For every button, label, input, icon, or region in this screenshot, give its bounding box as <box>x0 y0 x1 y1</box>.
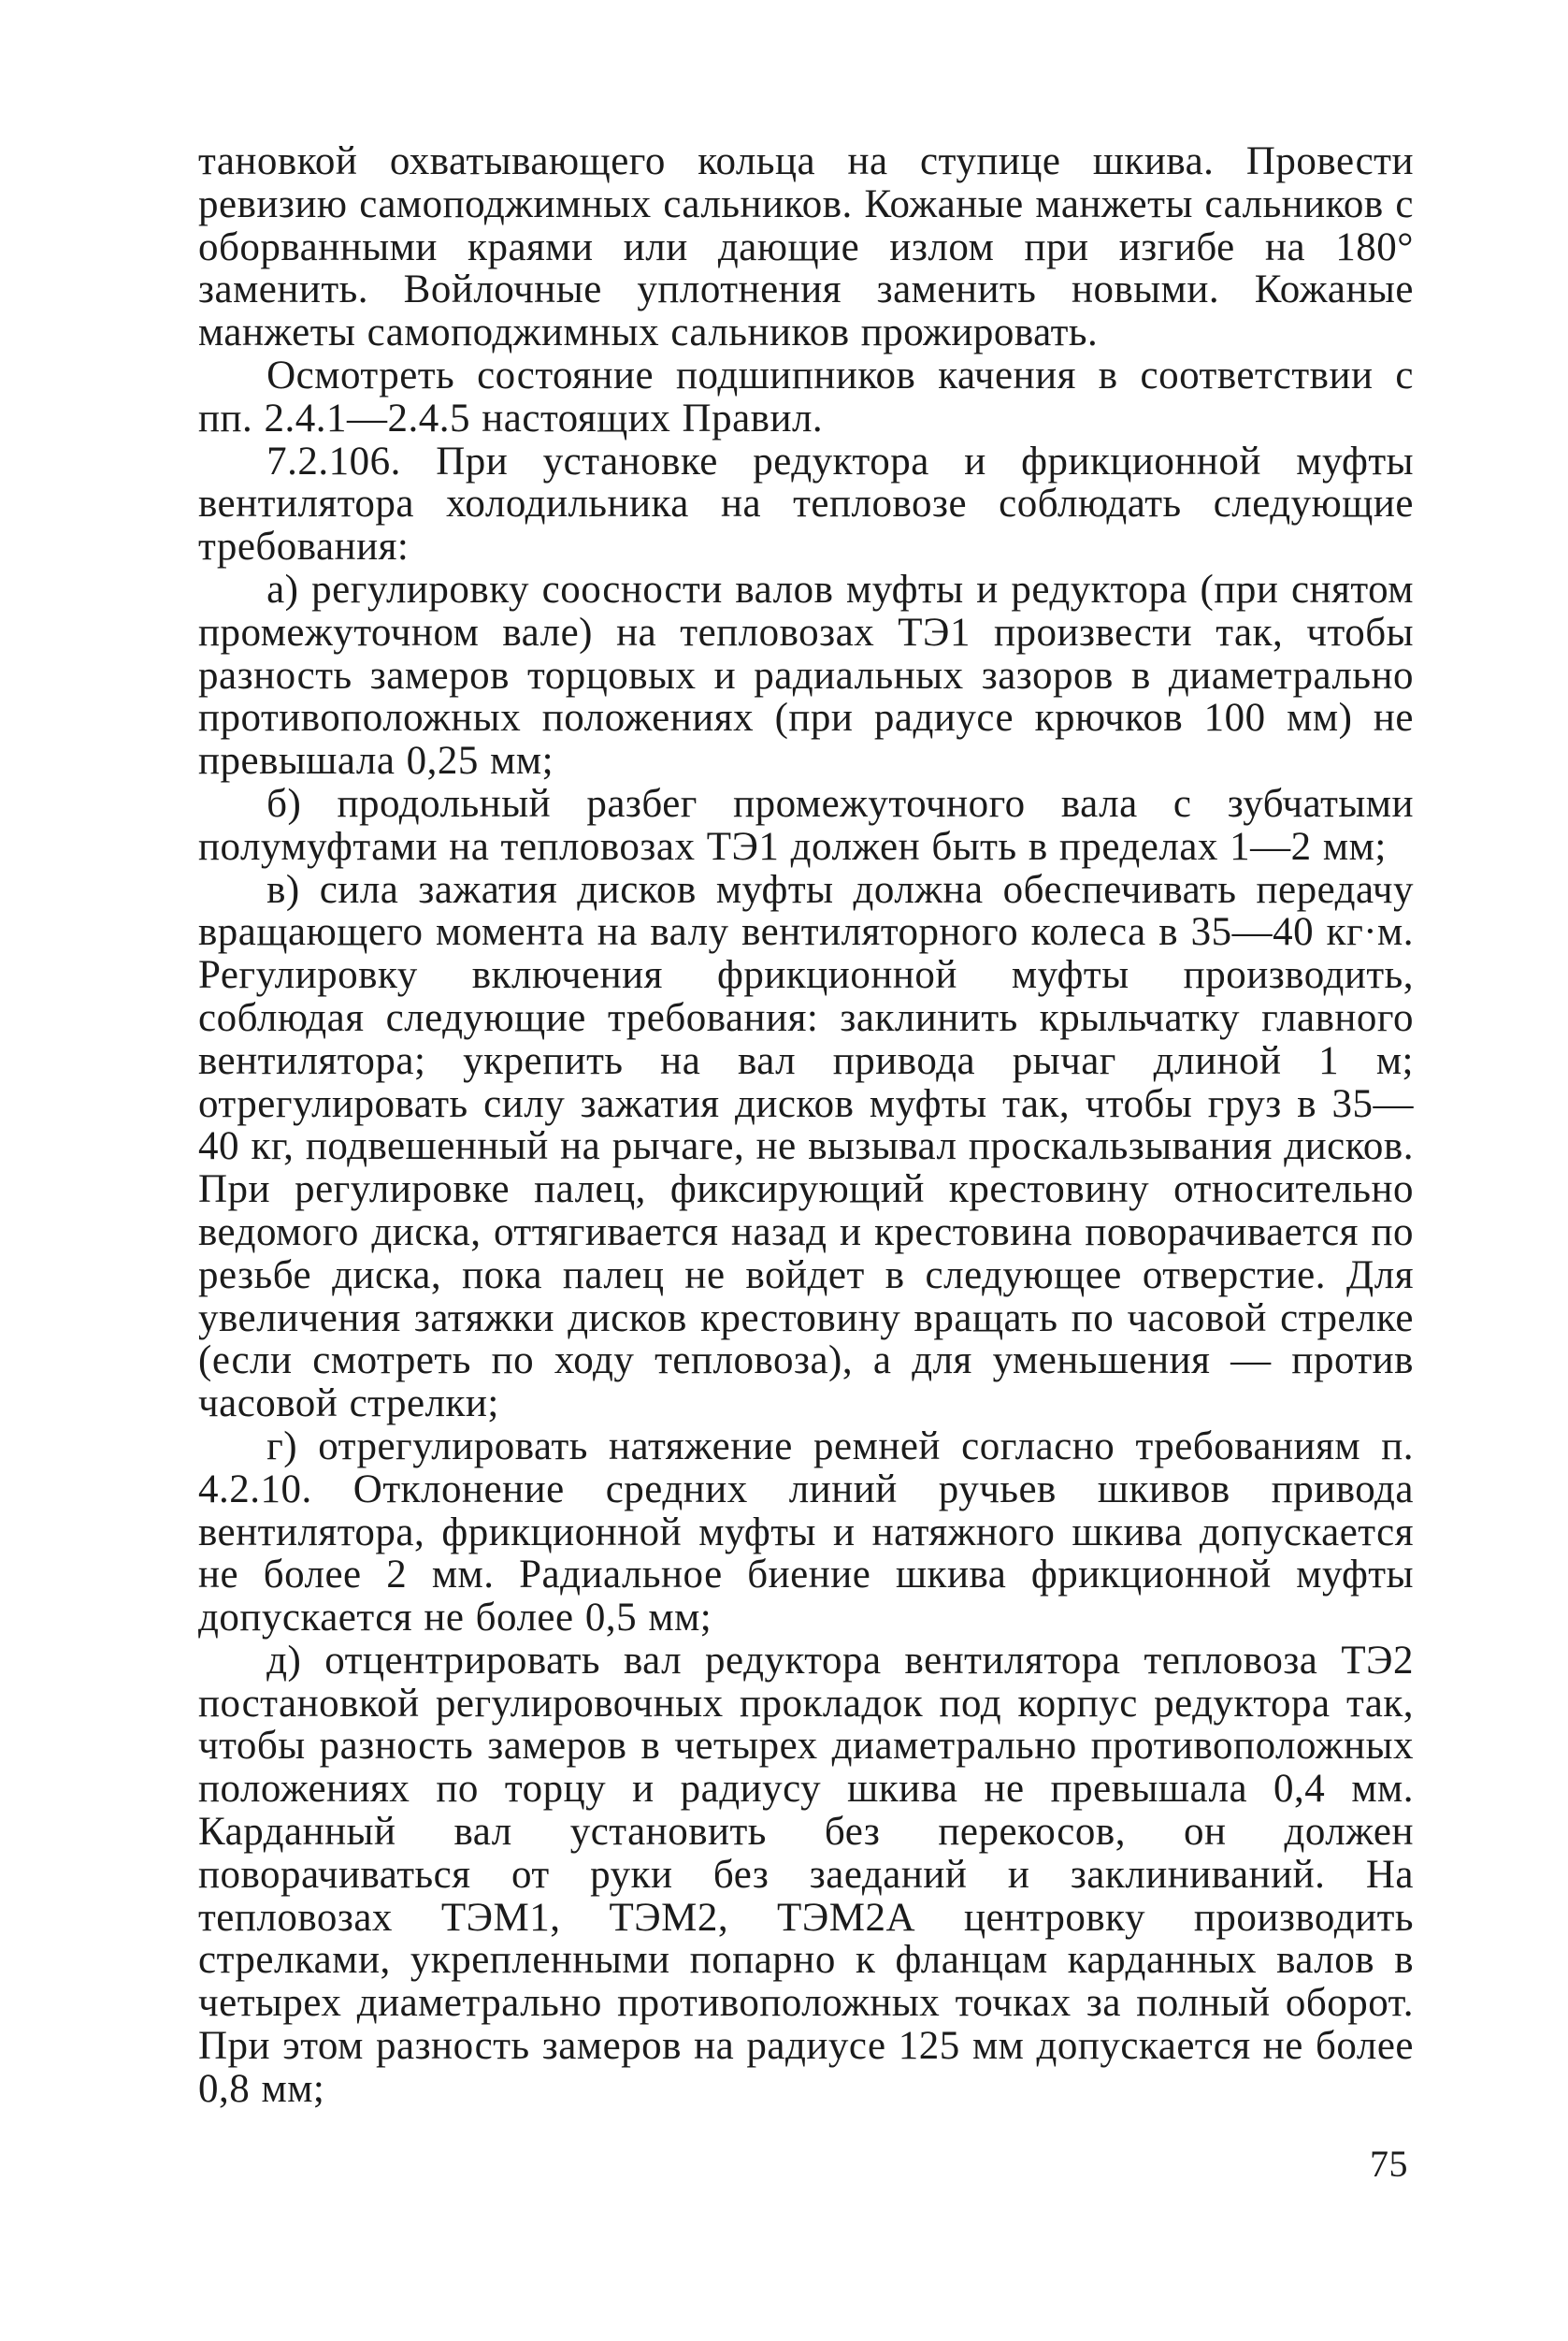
document-page <box>198 140 1414 2245</box>
paragraph-section-7-2-106: 7.2.106. При установке редуктора и фрикционной муфты вентилятора холодильника на тепловозе соблюдать следующие требования: <box>198 439 1414 570</box>
paragraph-continuation: тановкой охватывающего кольца на ступице шкива. Провести ревизию самоподжимных сальников. Кожаные манжеты сальников с оборванными краями или дающие излом при изгибе на 180° заменить. Войлочные уплотнения заменить новыми. Кожаные манжеты самоподжимных сальников прожировать. <box>198 139 1414 355</box>
paragraph-bearings: Осмотреть состояние подшипников качения в соответствии с пп. 2.4.1—2.4.5 настоящих Правил. <box>198 353 1414 441</box>
page-number: 75 <box>1370 2143 1408 2185</box>
list-item-b: б) продольный разбег промежуточного вала с зубчатыми полумуфтами на тепловозах ТЭ1 должен быть в пределах 1—2 мм; <box>198 781 1414 869</box>
list-item-v: в) сила зажатия дисков муфты должна обеспечивать передачу вращающего момента на валу вентиляторного колеса в 35—40 кг·м. Регулировку включения фрикционной муфты производить, соблюдая следующие требования: заклинить крыльчатку главного вентилятора; укрепить на вал привода рычаг длиной 1 м; отрегулировать силу зажатия дисков муфты так, чтобы груз в 35—40 кг, подвешенный на рычаге, не вызывал проскальзывания дисков. При регулировке палец, фиксирующий крестовину относительно ведомого диска, оттягивается назад и крестовина поворачивается по резьбе диска, пока палец не войдет в следующее отверстие. Для увеличения затяжки дисков крестовину вращать по часовой стрелке (если смотреть по ходу тепловоза), а для уменьшения — против часовой стрелки; <box>198 867 1414 1426</box>
list-item-a: а) регулировку соосности валов муфты и редуктора (при снятом промежуточном вале) на тепловозах ТЭ1 произвести так, чтобы разность замеров торцовых и радиальных зазоров в диаметрально противоположных положениях (при радиусе крючков 100 мм) не превышала 0,25 мм; <box>198 567 1414 784</box>
list-item-d: д) отцентрировать вал редуктора вентилятора тепловоза ТЭ2 постановкой регулировочных прокладок под корпус редуктора так, чтобы разность замеров в четырех диаметрально противоположных положениях по торцу и радиусу шкива не превышала 0,4 мм. Карданный вал установить без перекосов, он должен поворачиваться от руки без заеданий и заклиниваний. На тепловозах ТЭМ1, ТЭМ2, ТЭМ2А центровку производить стрелками, укрепленными попарно к фланцам карданных валов в четырех диаметрально противоположных точках за полный оборот. При этом разность замеров на радиусе 125 мм допускается не более 0,8 мм; <box>198 1638 1414 2111</box>
list-item-g: г) отрегулировать натяжение ремней согласно требованиям п. 4.2.10. Отклонение средних линий ручьев шкивов привода вентилятора, фрикционной муфты и натяжного шкива допускается не более 2 мм. Радиальное биение шкива фрикционной муфты допускается не более 0,5 мм; <box>198 1423 1414 1640</box>
